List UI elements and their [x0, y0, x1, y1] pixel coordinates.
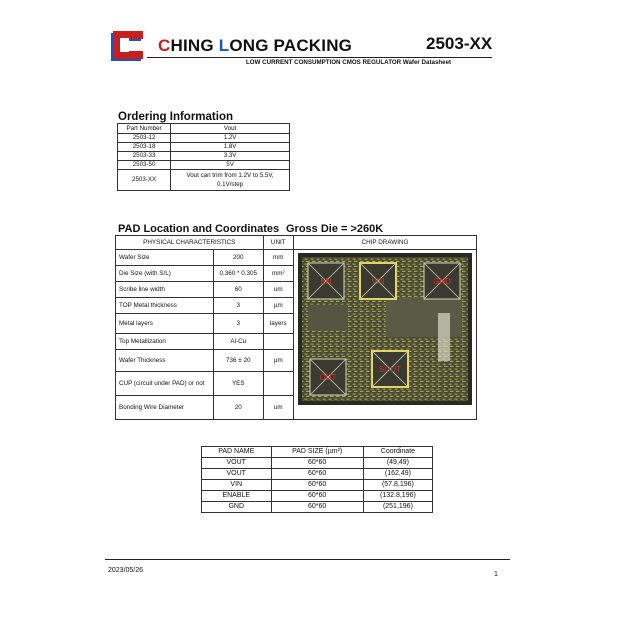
coordinate-cell: (162,49) — [363, 469, 432, 480]
unit-cell: mm — [263, 250, 294, 266]
table-header-row — [118, 124, 290, 134]
pad-name-cell: GND — [202, 502, 272, 513]
value-cell: 60 — [214, 282, 263, 298]
label-cell: Metal layers — [116, 314, 214, 334]
part-cell: 2503-12 — [118, 134, 171, 143]
pad-location-title: PAD Location and Coordinates — [118, 223, 280, 235]
label-cell: Wafer Size — [116, 250, 214, 266]
gross-die-label: Gross Die = >260K — [286, 223, 384, 235]
header-cell: Vout — [171, 124, 290, 134]
coordinate-cell: (49,49) — [363, 458, 432, 469]
header-divider — [147, 57, 492, 58]
chip-pad-label: EN — [320, 277, 332, 286]
part-cell: 2503-XX — [118, 170, 171, 191]
label-cell: Wafer Thickness — [116, 350, 214, 372]
pad-size-cell: 60*60 — [271, 469, 363, 480]
table-row — [202, 502, 433, 513]
part-cell: 2503-18 — [118, 143, 171, 152]
chip-pad-label: SOUT — [378, 365, 402, 374]
unit-cell: µm — [263, 350, 294, 372]
vout-cell: 1.8V — [171, 143, 290, 152]
table-row — [118, 134, 290, 143]
chip-pad-label: OUT — [319, 373, 337, 382]
chip-drawing-cell — [294, 250, 477, 420]
header-cell: PAD NAME — [202, 447, 272, 458]
pad-size-cell: 60*60 — [271, 480, 363, 491]
unit-cell — [263, 334, 294, 350]
vout-cell: 1.2V — [171, 134, 290, 143]
value-cell: Al-Cu — [214, 334, 263, 350]
table-row — [202, 480, 433, 491]
label-cell: Die Size (with S/L) — [116, 266, 214, 282]
page-number: 1 — [494, 571, 498, 578]
table-header-row — [202, 447, 433, 458]
unit-cell: um — [263, 396, 294, 420]
coordinate-cell: (251,196) — [363, 502, 432, 513]
pad-name-cell: ENABLE — [202, 491, 272, 502]
table-row — [118, 170, 290, 191]
label-cell: CUP (circuit under PAD) or not — [116, 372, 214, 396]
header-cell: UNIT — [263, 236, 294, 250]
vout-cell: 5V — [171, 161, 290, 170]
header-cell: CHIP DRAWING — [294, 236, 477, 250]
chip-pad-label: VIN — [371, 277, 385, 286]
physical-characteristics-table — [115, 235, 477, 420]
document-subtitle: LOW CURRENT CONSUMPTION CMOS REGULATOR Wafer Datasheet — [246, 59, 452, 66]
coordinate-cell: (57.8,196) — [363, 480, 432, 491]
vout-cell: 3.3V — [171, 152, 290, 161]
company-logo-icon — [109, 28, 145, 62]
label-cell: Top Metallization — [116, 334, 214, 350]
ordering-title: Ordering Information — [118, 111, 233, 123]
header-cell: Part Number — [118, 124, 171, 134]
table-row — [118, 143, 290, 152]
part-cell: 2503-50 — [118, 161, 171, 170]
company-name: CHING LONG PACKING — [158, 36, 353, 55]
pad-size-cell: 60*60 — [271, 502, 363, 513]
header-cell: Coordinate — [363, 447, 432, 458]
pad-size-cell: 60*60 — [271, 458, 363, 469]
value-cell: 736 ± 20 — [214, 350, 263, 372]
chip-pad-label: GND — [433, 277, 451, 286]
value-cell: YES — [214, 372, 263, 396]
footer-divider — [105, 559, 510, 560]
table-row — [202, 458, 433, 469]
value-cell: 3 — [214, 298, 263, 314]
vout-cell: Vout can trim from 1.2V to 5.5V, 0.1V/step — [171, 170, 290, 191]
value-cell: 200 — [214, 250, 263, 266]
table-row — [118, 152, 290, 161]
label-cell: Scribe line width — [116, 282, 214, 298]
pad-size-cell: 60*60 — [271, 491, 363, 502]
label-cell: TOP Metal thickness — [116, 298, 214, 314]
ordering-table — [117, 123, 290, 191]
unit-cell: um — [263, 282, 294, 298]
table-row — [202, 469, 433, 480]
pad-name-cell: VOUT — [202, 458, 272, 469]
unit-cell: layers — [263, 314, 294, 334]
part-cell: 2503-33 — [118, 152, 171, 161]
chip-drawing — [298, 253, 472, 405]
value-cell: 20 — [214, 396, 263, 420]
pad-coordinate-table — [201, 446, 433, 513]
label-cell: Bonding Wire Diameter — [116, 396, 214, 420]
pad-name-cell: VOUT — [202, 469, 272, 480]
header-cell: PHYSICAL CHARACTERISTICS — [116, 236, 264, 250]
part-title: 2503-XX — [426, 34, 493, 53]
unit-cell: µm — [263, 298, 294, 314]
coordinate-cell: (132.8,196) — [363, 491, 432, 502]
pad-name-cell: VIN — [202, 480, 272, 491]
value-cell: 3 — [214, 314, 263, 334]
footer-date: 2023/05/26 — [108, 567, 144, 574]
unit-cell: mm² — [263, 266, 294, 282]
table-row — [118, 161, 290, 170]
unit-cell — [263, 372, 294, 396]
header-cell: PAD SIZE (µm²) — [271, 447, 363, 458]
table-row — [202, 491, 433, 502]
value-cell: 0.360 * 0.305 — [214, 266, 263, 282]
table-row — [116, 250, 477, 266]
table-header-row — [116, 236, 477, 250]
